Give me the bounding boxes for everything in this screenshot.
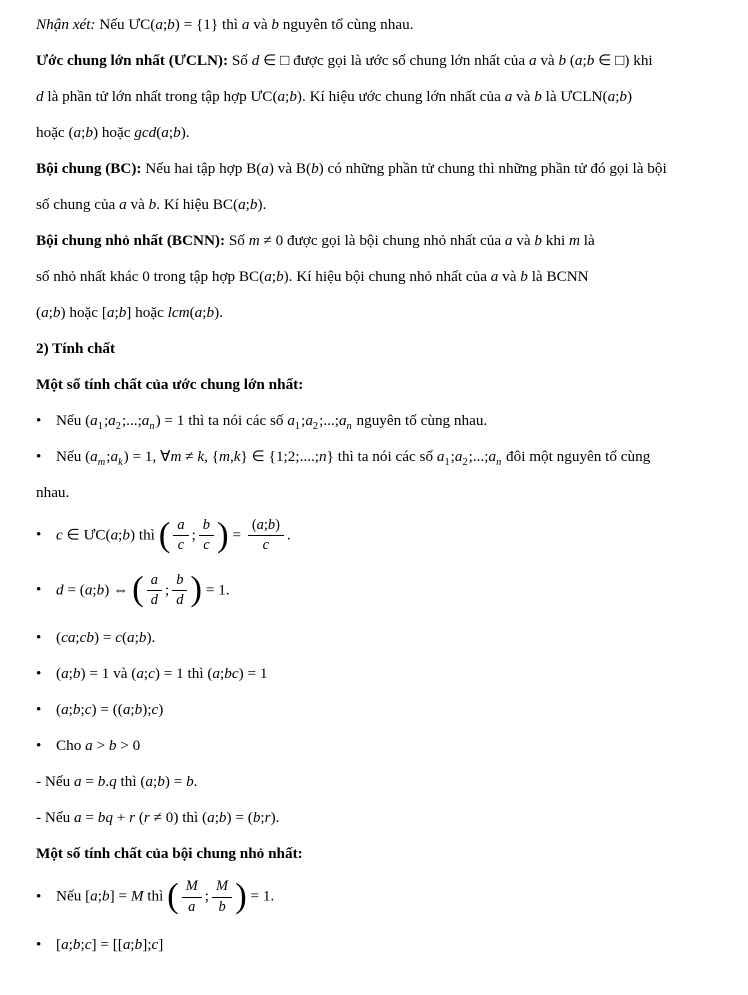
text-run: . — [262, 196, 267, 213]
text-run: (b) — [306, 160, 324, 177]
fraction: $\frac{a}{d}$ — [147, 572, 162, 610]
ucln-property-7 — [36, 698, 736, 721]
text-run: Ước chung lớn nhất (ƯCLN): — [36, 52, 232, 69]
bullet-marker: • — [36, 737, 42, 755]
text-run: a — [241, 16, 250, 33]
text-run: nguyên tố cùng nhau. — [352, 412, 488, 429]
text-run: . Kí hiệu BC — [156, 196, 234, 213]
text-run: được gọi là bội chung nhỏ nhất của — [283, 232, 505, 249]
text-run: = 1. — [205, 580, 230, 598]
ucln-property-8 — [36, 734, 736, 757]
text-run: (a;b) = (b;r). — [202, 809, 280, 827]
subscripted-variable: $a_n$ — [141, 412, 155, 433]
subscripted-variable: $a_1$ — [436, 448, 450, 469]
text-run: là — [579, 232, 595, 249]
text-run: là ƯCLN — [541, 88, 603, 105]
text-run: thì ta nói các số — [184, 412, 288, 429]
text-run: có những phần tử chung thì những phần tử đó gọi là bội — [323, 160, 667, 177]
text-run: Một số tính chất của bội chung nhỏ nhất: — [36, 845, 303, 863]
text-run: và — [512, 88, 535, 105]
bc-definition-line-2 — [36, 193, 736, 216]
text-run: b (a;b ∈ □) — [558, 52, 630, 69]
ucln-property-8b — [36, 806, 736, 829]
document-body — [36, 13, 736, 956]
text-run: ; — [191, 526, 196, 544]
text-run: [a;b] — [101, 304, 132, 321]
text-run: nguyên tố cùng nhau. — [278, 16, 414, 33]
ucln-properties-heading — [36, 373, 736, 396]
fraction: $\frac{M}{a}$ — [182, 878, 202, 916]
text-run: và — [536, 52, 559, 69]
text-run: Nếu — [56, 448, 86, 465]
text-run: a = bq + r (r ≠ 0) — [73, 809, 179, 827]
text-run: Một số tính chất của ước chung lớn nhất: — [36, 376, 304, 393]
text-run: a — [119, 196, 127, 213]
text-run: lcm(a;b) — [167, 304, 220, 321]
text-run: ; — [103, 412, 109, 429]
text-run: m ≠ 0 — [248, 232, 284, 249]
text-run: a — [504, 88, 513, 105]
ucln-property-2-line-1 — [36, 445, 736, 468]
text-run: (a;b;c) = ((a;b);c) — [56, 701, 164, 719]
text-run: (a) — [256, 160, 274, 177]
big-bracket: ) — [217, 514, 229, 554]
text-run: ; — [204, 887, 210, 905]
text-run: và — [512, 232, 535, 249]
text-run: b — [520, 268, 528, 285]
ucln-property-6 — [36, 662, 736, 685]
text-run: m — [569, 232, 580, 249]
ucln-definition-line-1 — [36, 49, 736, 72]
text-run: . — [185, 124, 190, 141]
section-heading-tinh-chat — [36, 337, 736, 360]
text-run: a — [504, 232, 513, 249]
subscripted-variable: $a_n$ — [338, 412, 352, 433]
text-run: Số — [231, 52, 252, 69]
text-run: b — [148, 196, 157, 213]
text-run: d = (a;b) ⇔ — [56, 580, 129, 598]
text-run: d ∈ □ — [251, 52, 290, 69]
text-run: Nhận xét: — [36, 16, 96, 33]
text-run: = — [232, 526, 242, 544]
bcnn-property-2 — [36, 933, 736, 956]
ucln-property-2-line-2 — [36, 481, 736, 504]
text-run: M — [130, 887, 144, 905]
text-run: ( — [85, 448, 91, 465]
text-run: ) = 1 — [155, 412, 185, 429]
text-run: Số — [228, 232, 249, 249]
text-run: thì ta nói các số — [333, 448, 437, 465]
text-run: là BCNN — [527, 268, 589, 285]
fraction: $\frac{a}{c}$ — [173, 517, 188, 555]
bullet-marker: • — [36, 629, 42, 647]
text-run: khi — [541, 232, 569, 249]
text-run: số chung của — [36, 196, 120, 213]
text-run: Nếu — [56, 887, 86, 905]
bullet-marker: • — [36, 701, 42, 719]
text-run: (a;b) — [602, 88, 633, 105]
subscripted-variable: $a_1$ — [90, 412, 103, 433]
text-run: hoặc — [36, 124, 69, 141]
text-run: a — [490, 268, 499, 285]
text-run: thì — [183, 665, 208, 683]
text-run: a = b.q — [73, 773, 117, 791]
text-run: và — [109, 665, 132, 683]
bullet-marker: • — [36, 887, 42, 905]
big-bracket: ( — [167, 876, 179, 916]
text-run: . Kí hiệu bội chung nhỏ nhất của — [288, 268, 491, 285]
text-run: hoặc — [98, 124, 135, 141]
text-run: Nếu ƯC — [95, 16, 151, 33]
text-run: [a;b] = — [85, 887, 128, 905]
text-run: thì — [135, 526, 159, 544]
subscripted-variable: $a_1$ — [287, 412, 301, 433]
bullet-marker: • — [36, 412, 42, 429]
text-run: ; — [450, 448, 455, 465]
text-run: c ∈ ƯC(a;b) — [56, 526, 136, 544]
text-run: ( — [85, 412, 91, 429]
fraction: $\frac{(a;b)}{c}$ — [248, 517, 284, 555]
bc-definition-line-1 — [36, 157, 736, 180]
text-run: Nếu hai tập hợp B — [145, 160, 257, 177]
ucln-property-4 — [36, 569, 736, 610]
text-run: ) = 1, ∀m ≠ k, {m,k} ∈ {1;2;....;n} — [123, 448, 334, 465]
text-run: Cho — [56, 737, 86, 755]
bullet-marker: • — [36, 526, 42, 544]
ucln-property-1 — [36, 409, 736, 432]
text-run: ;...; — [319, 412, 339, 429]
text-run: b — [534, 232, 542, 249]
text-run: = 1. — [250, 887, 275, 905]
bcnn-property-1 — [36, 878, 736, 916]
text-run: . — [219, 304, 223, 321]
bcnn-definition-line-2 — [36, 265, 736, 288]
big-bracket: ) — [235, 876, 247, 916]
text-run: và — [249, 16, 272, 33]
text-run: (a;c) = 1 — [131, 665, 184, 683]
text-run: khi — [629, 52, 653, 69]
text-run: hoặc — [65, 304, 102, 321]
text-run: đôi một nguyên tố cùng — [502, 448, 651, 465]
text-run: b — [534, 88, 542, 105]
ucln-property-8a — [36, 770, 736, 793]
text-run: và B — [273, 160, 307, 177]
bcnn-properties-heading — [36, 842, 736, 865]
text-run: [a;b;c] = [[a;b];c] — [56, 935, 164, 953]
ucln-property-5 — [36, 626, 736, 649]
text-run: 2) Tính chất — [36, 340, 116, 357]
text-run: . — [286, 526, 291, 544]
text-run: (a;b) = 1 — [56, 665, 110, 683]
text-run: - Nếu — [36, 773, 74, 791]
text-run: b — [271, 16, 279, 33]
text-run: số nhỏ nhất khác 0 trong tập hợp BC — [36, 268, 260, 285]
text-run: thì — [218, 16, 242, 33]
ucln-definition-line-2 — [36, 85, 736, 108]
bullet-marker: • — [36, 935, 42, 953]
text-run: . Kí hiệu ước chung lớn nhất của — [301, 88, 505, 105]
text-run: và — [498, 268, 521, 285]
text-run: (a;b) — [233, 196, 263, 213]
text-run: thì — [116, 773, 141, 791]
text-run: ;...; — [468, 448, 489, 465]
text-run: - Nếu — [36, 809, 74, 827]
text-run: (ca;cb) = c(a;b). — [56, 629, 156, 647]
subscripted-variable: $a_2$ — [108, 412, 121, 433]
text-run: được gọi là ước số chung lớn nhất của — [289, 52, 529, 69]
subscripted-variable: $a_n$ — [488, 448, 502, 469]
subscripted-variable: $a_2$ — [305, 412, 319, 433]
text-run: Nếu — [56, 412, 86, 429]
bcnn-definition-line-3 — [36, 301, 736, 324]
bullet-marker: • — [36, 448, 42, 465]
ucln-definition-line-3 — [36, 121, 736, 144]
text-run: ; — [301, 412, 306, 429]
text-run: thì — [143, 887, 168, 905]
text-run: ; — [106, 448, 111, 465]
text-run: gcd(a;b) — [134, 124, 186, 141]
big-bracket: ) — [190, 569, 203, 609]
bullet-marker: • — [36, 580, 42, 598]
text-run: nhau. — [36, 484, 70, 501]
big-bracket: ( — [158, 514, 171, 554]
text-run: (a;b) — [36, 304, 66, 321]
text-run: và — [126, 196, 149, 213]
bullet-marker: • — [36, 665, 42, 683]
fraction: $\frac{b}{c}$ — [199, 517, 214, 555]
fraction: $\frac{M}{b}$ — [212, 878, 232, 916]
text-run: (a;b) = {1} — [150, 16, 219, 33]
text-run: (a;b) — [68, 124, 99, 141]
subscripted-variable: $a_m$ — [90, 448, 106, 469]
remark-line — [36, 13, 736, 36]
text-run: a > b > 0 — [85, 737, 141, 755]
text-run: a — [528, 52, 537, 69]
text-run: d — [36, 88, 44, 105]
text-run: (a;b) = b. — [140, 773, 198, 791]
fraction: $\frac{b}{d}$ — [172, 572, 187, 610]
subscripted-variable: $a_2$ — [454, 448, 468, 469]
text-run: (a;bc) = 1 — [207, 665, 268, 683]
text-run: hoặc — [131, 304, 168, 321]
text-run: ; — [164, 580, 170, 598]
text-run: là phần tử lớn nhất trong tập hợp ƯC — [43, 88, 273, 105]
big-bracket: ( — [132, 569, 144, 609]
subscripted-variable: $a_k$ — [110, 448, 123, 469]
text-run: (a;b) — [259, 268, 289, 285]
text-run: ;...; — [121, 412, 142, 429]
text-run: (a;b) — [272, 88, 302, 105]
ucln-property-3 — [36, 514, 736, 555]
text-run: Bội chung (BC): — [36, 160, 146, 177]
text-run: thì — [178, 809, 203, 827]
text-run: Bội chung nhỏ nhất (BCNN): — [36, 232, 229, 249]
bcnn-definition-line-1 — [36, 229, 736, 252]
